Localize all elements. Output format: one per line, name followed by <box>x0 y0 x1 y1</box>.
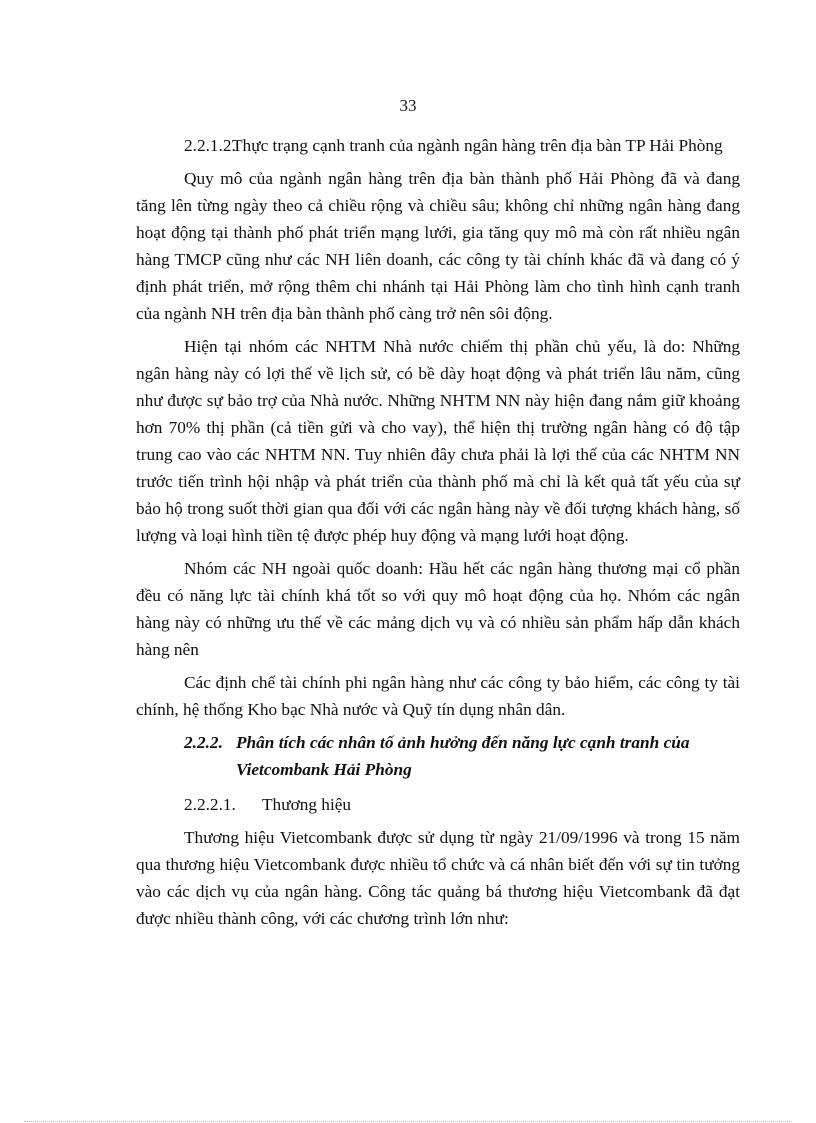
section-number: 2.2.2. <box>184 733 223 752</box>
section-heading-2-2-2 <box>136 729 740 783</box>
section-heading-2-2-1-2 <box>136 132 740 159</box>
section-title: Thực trạng cạnh tranh của ngành ngân hàng trên địa bàn TP Hải Phòng <box>232 136 723 155</box>
paragraph: Nhóm các NH ngoài quốc doanh: Hầu hết các ngân hàng thương mại cổ phần đều có năng lực tài chính khá tốt so với quy mô hoạt động của họ. Nhóm các ngân hàng này có những ưu thế về các mảng dịch vụ và có nhiều sản phẩm hấp dẫn khách hàng nên <box>136 559 740 659</box>
section-title: Phân tích các nhân tố ảnh hưởng đến năng lực cạnh tranh của Vietcombank Hải Phòng <box>236 733 690 779</box>
paragraph: Hiện tại nhóm các NHTM Nhà nước chiếm thị phần chủ yếu, là do: Những ngân hàng này có lợi thế về lịch sử, có bề dày hoạt động và phát triển lâu năm, cũng như được sự bảo trợ của Nhà nước. Những NHTM NN này hiện đang nắm giữ khoảng hơn 70% thị phần (cả tiền gửi và cho vay), thể hiện thị trường ngân hàng có độ tập trung cao vào các NHTM NN. Tuy nhiên đây chưa phải là lợi thế của các NHTM NN trước tiến trình hội nhập và phát triển của thành phố mà chỉ là kết quả tất yếu của sự bảo hộ trong suốt thời gian qua đối với các ngân hàng này về đối tượng khách hàng, số lượng và loại hình tiền tệ được phép huy động và mạng lưới hoạt động. <box>136 337 740 545</box>
section-heading-2-2-2-1 <box>136 791 740 818</box>
page-number: 33 <box>399 96 417 115</box>
paragraph: Quy mô của ngành ngân hàng trên địa bàn thành phố Hải Phòng đã và đang tăng lên từng ngày theo cả chiều rộng và chiều sâu; không chỉ những ngân hàng đang hoạt động tại thành phố phát triển mạng lưới, gia tăng quy mô mà còn rất nhiều ngân hàng TMCP cũng như các NH liên doanh, các công ty tài chính khác đã và đang có ý định phát triển, mở rộng thêm chi nhánh tại Hải Phòng làm cho tình hình cạnh tranh của ngành NH trên địa bàn thành phố càng trở nên sôi động. <box>136 169 740 323</box>
paragraph: Thương hiệu Vietcombank được sử dụng từ ngày 21/09/1996 và trong 15 năm qua thương hiệu Vietcombank được nhiều tổ chức và cá nhân biết đến với sự tin tưởng vào các dịch vụ của ngân hàng. Công tác quảng bá thương hiệu Vietcombank đã đạt được nhiều thành công, với các chương trình lớn như: <box>136 828 740 928</box>
section-number: 2.2.2.1. <box>184 795 236 814</box>
section-title: Thương hiệu <box>262 795 352 814</box>
page-bottom-rule <box>24 1121 792 1122</box>
document-body <box>136 132 740 938</box>
section-number: 2.2.1.2. <box>184 136 236 155</box>
paragraph: Các định chế tài chính phi ngân hàng như các công ty bảo hiểm, các công ty tài chính, hệ thống Kho bạc Nhà nước và Quỹ tín dụng nhân dân. <box>136 673 740 719</box>
